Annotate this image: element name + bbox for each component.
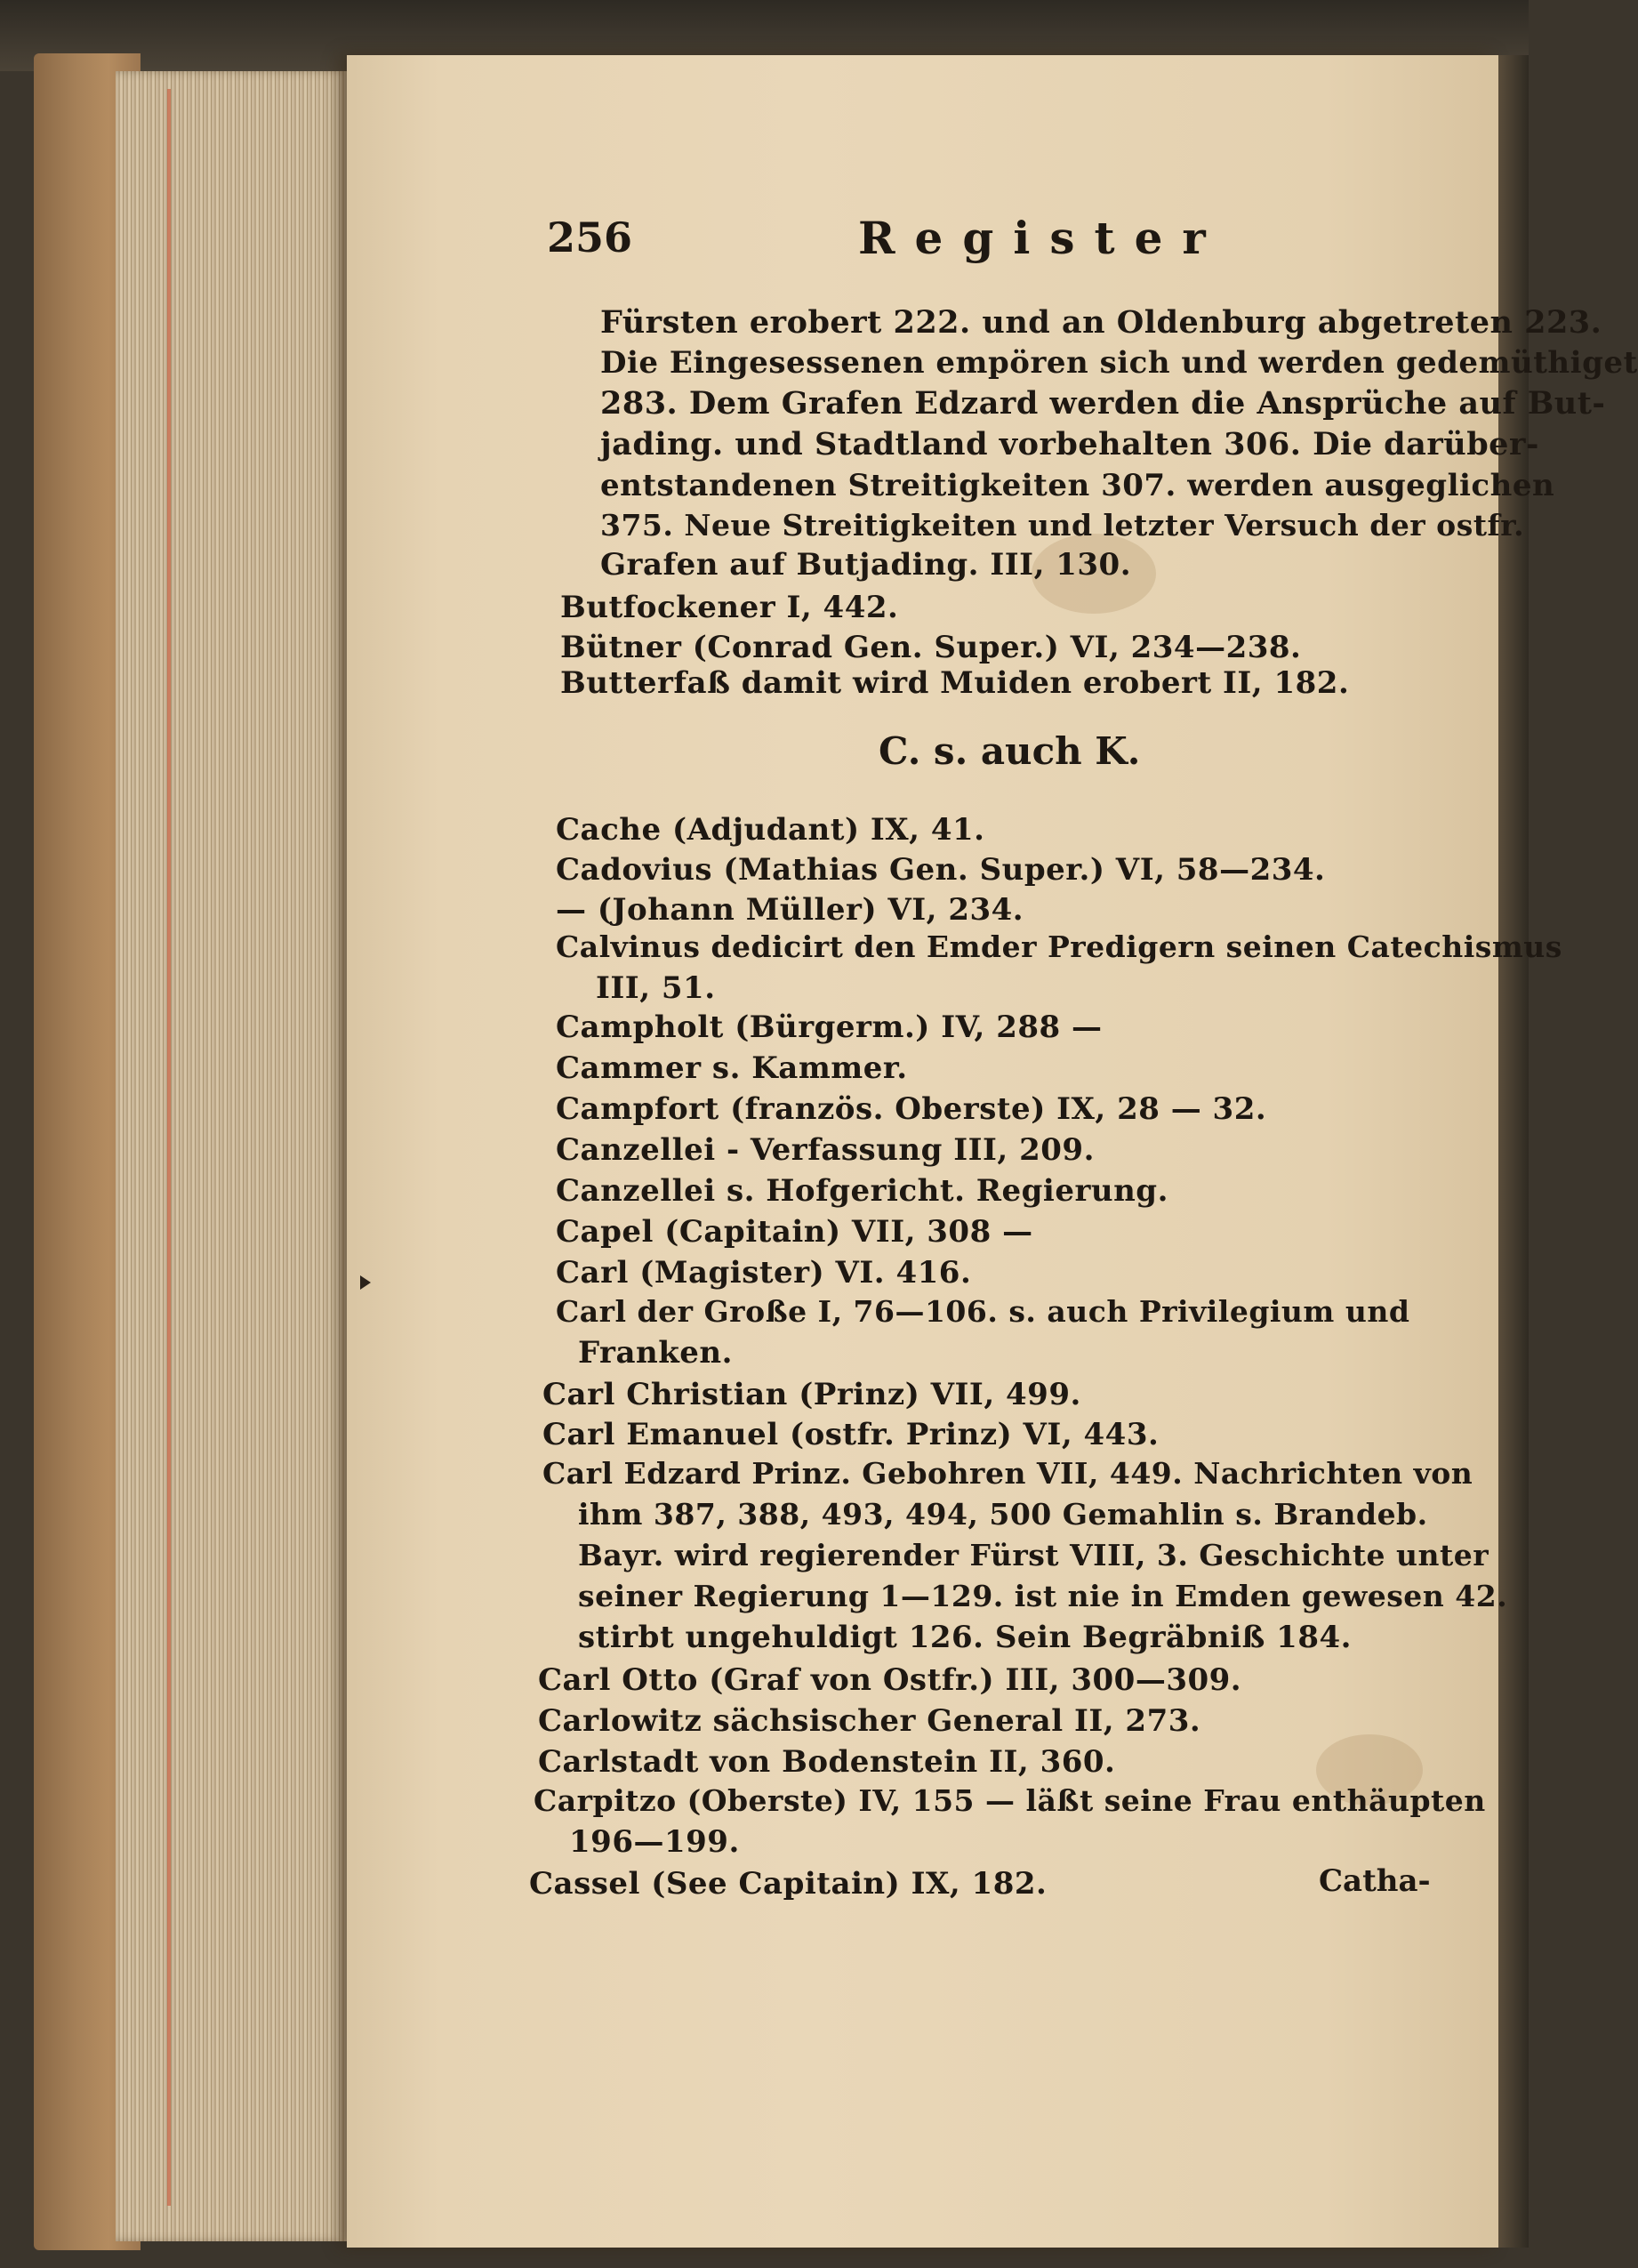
index-entry: Canzellei s. Hofgericht. Regierung. <box>556 1173 1168 1209</box>
index-entry: Cammer s. Kammer. <box>556 1050 908 1086</box>
index-entry: Carpitzo (Oberste) IV, 155 — läßt seine Frau enthäupten <box>534 1783 1486 1818</box>
index-entry: Carl (Magister) VI. 416. <box>556 1255 972 1291</box>
index-entry: Bütner (Conrad Gen. Super.) VI, 234—238. <box>560 630 1302 665</box>
index-entry: Cache (Adjudant) IX, 41. <box>556 812 985 848</box>
index-entry: Butterfaß damit wird Muiden erobert II, 182. <box>560 665 1350 701</box>
index-line: entstandenen Streitigkeiten 307. werden ausgeglichen <box>600 468 1555 503</box>
index-entry: Capel (Capitain) VII, 308 — <box>556 1214 1033 1250</box>
page-title: Register <box>858 212 1225 264</box>
index-entry: Carl Christian (Prinz) VII, 499. <box>542 1377 1081 1412</box>
section-heading: C. s. auch K. <box>879 729 1141 773</box>
page-number: 256 <box>547 213 633 261</box>
index-line: Bayr. wird regierender Fürst VIII, 3. Geschichte unter <box>578 1538 1489 1572</box>
catchword: Catha- <box>1319 1863 1431 1899</box>
index-entry: Cadovius (Mathias Gen. Super.) VI, 58—234. <box>556 852 1326 888</box>
index-entry: Butfockener I, 442. <box>560 590 899 625</box>
index-line: stirbt ungehuldigt 126. Sein Begräbniß 184. <box>578 1620 1352 1655</box>
index-line: Grafen auf Butjading. III, 130. <box>600 547 1132 583</box>
index-entry: Cassel (See Capitain) IX, 182. <box>529 1866 1048 1902</box>
index-entry: Campfort (französ. Oberste) IX, 28 — 32. <box>556 1091 1267 1127</box>
index-entry: Carl der Große I, 76—106. s. auch Privilegium und <box>556 1294 1410 1329</box>
index-line: Die Eingesessenen empören sich und werden gedemüthiget <box>600 345 1638 381</box>
index-entry: Calvinus dedicirt den Emder Predigern seinen Catechismus <box>556 929 1562 964</box>
index-line: 196—199. <box>569 1824 740 1860</box>
index-line: ihm 387, 388, 493, 494, 500 Gemahlin s. Brandeb. <box>578 1497 1428 1532</box>
page-edges <box>116 71 347 2241</box>
index-entry: — (Johann Müller) VI, 234. <box>556 892 1024 928</box>
index-line: jading. und Stadtland vorbehalten 306. Die darüber- <box>600 426 1539 462</box>
index-entry: Carlstadt von Bodenstein II, 360. <box>538 1744 1116 1780</box>
index-entry: Carl Edzard Prinz. Gebohren VII, 449. Nachrichten von <box>542 1456 1473 1491</box>
index-entry: Carl Emanuel (ostfr. Prinz) VI, 443. <box>542 1417 1160 1452</box>
index-line: Fürsten erobert 222. und an Oldenburg abgetreten 223. <box>600 304 1602 341</box>
index-entry: Canzellei - Verfassung III, 209. <box>556 1132 1095 1168</box>
margin-mark <box>360 1275 371 1290</box>
index-line: seiner Regierung 1—129. ist nie in Emden gewesen 42. <box>578 1579 1508 1613</box>
index-line: 283. Dem Grafen Edzard werden die Ansprüche auf But- <box>600 385 1606 422</box>
index-line: III, 51. <box>596 970 716 1006</box>
index-line: Franken. <box>578 1335 733 1371</box>
index-entry: Carlowitz sächsischer General II, 273. <box>538 1703 1201 1739</box>
index-line: 375. Neue Streitigkeiten und letzter Versuch der ostfr. <box>600 508 1525 543</box>
index-entry: Carl Otto (Graf von Ostfr.) III, 300—309. <box>538 1662 1242 1698</box>
index-entry: Campholt (Bürgerm.) IV, 288 — <box>556 1009 1103 1045</box>
page-edge-stain <box>167 89 171 2206</box>
